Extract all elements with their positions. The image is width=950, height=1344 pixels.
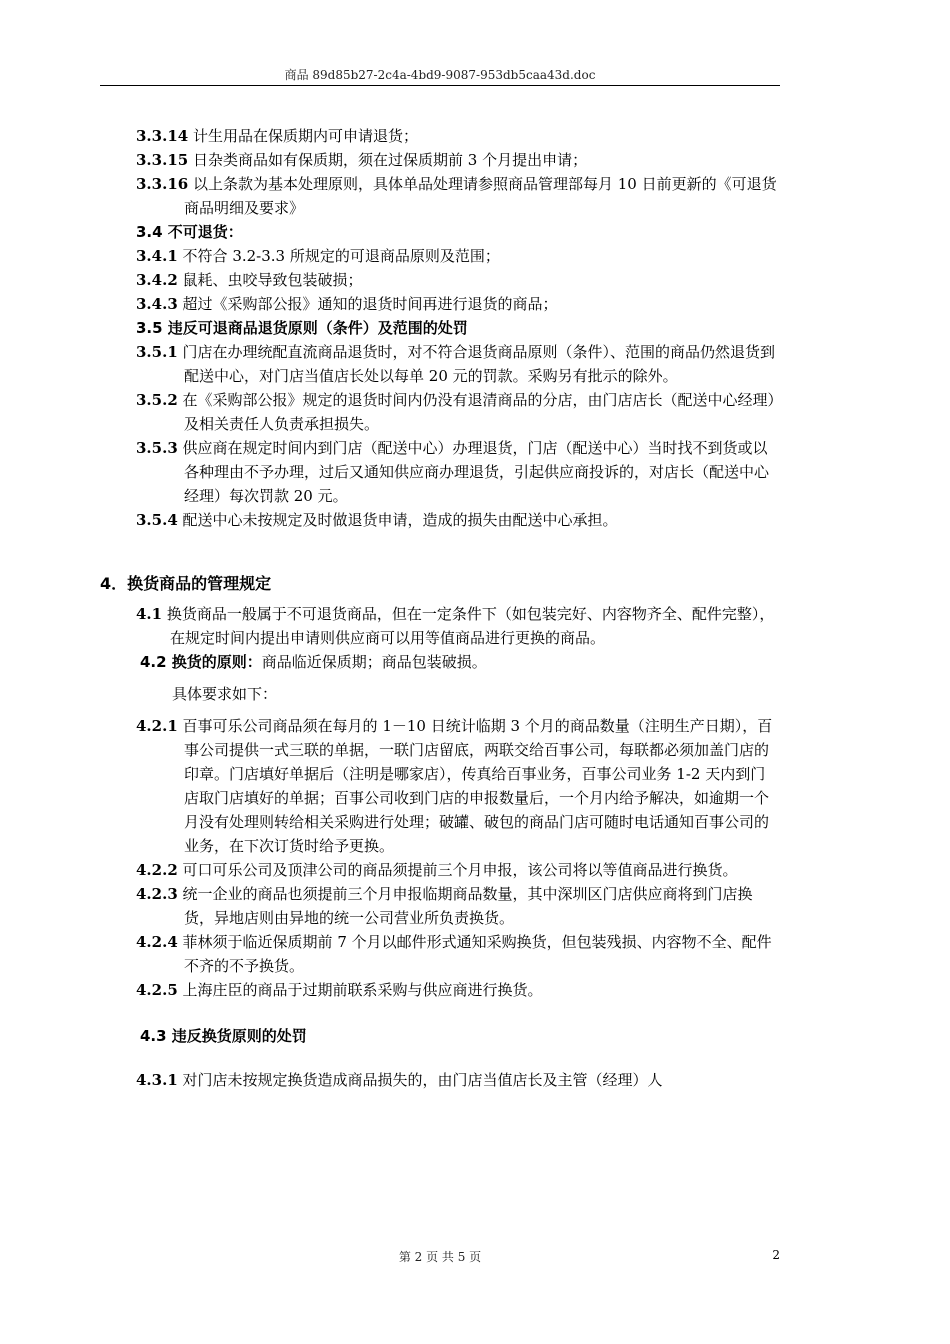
clause-paragraph xyxy=(136,930,780,978)
section-3-items xyxy=(100,124,780,532)
clause-text: 计生用品在保质期内可申请退货； xyxy=(192,127,418,145)
clause-paragraph xyxy=(136,148,780,172)
clause-number: 3.5.3 xyxy=(136,439,178,457)
clause-text: 超过《采购部公报》通知的退货时间再进行退货的商品； xyxy=(182,295,558,313)
heading-4-3: 4.3 违反换货原则的处罚 xyxy=(140,1027,307,1045)
document-header: 商品 89d85b27-2c4a-4bd9-9087-953db5caa43d.doc xyxy=(284,68,596,82)
clause-number: 3.3.15 xyxy=(136,151,189,169)
clause-number: 3.4.2 xyxy=(136,271,178,289)
clause-number: 3.3.14 xyxy=(136,127,189,145)
document-body xyxy=(100,124,780,1092)
clause-label: 4.2 换货的原则： xyxy=(140,653,262,671)
page-number: 2 xyxy=(772,1248,780,1262)
clause-text: 商品临近保质期；商品包装破损。 xyxy=(261,653,487,671)
clause-paragraph xyxy=(136,292,780,316)
paragraph-4-1 xyxy=(136,602,780,650)
section-4-title: 4．换货商品的管理规定 xyxy=(100,574,272,593)
clause-number: 4.2.1 xyxy=(136,717,178,735)
clause-paragraph xyxy=(136,172,780,220)
clause-text: 百事可乐公司商品须在每月的 1－10 日统计临期 3 个月的商品数量（注明生产日期），百事公司提供一式三联的单据，一联门店留底，两联交给百事公司，每联都必须加盖门店的印章。门店填好单据后（注明是哪家店），传真给百事业务，百事公司业务 1-2 天内到门店取门店填好的单据；百事公司收到门店的申报数量后，一个月内给予解决，如逾期一个月没有处理则转给相关采购进行处理；破罐、破包的商品门店可随时电话通知百事公司的业务，在下次订货时给予更换。 xyxy=(182,717,773,855)
clause-paragraph xyxy=(136,244,780,268)
clause-number: 4.2.3 xyxy=(136,885,178,903)
clause-number: 4.2.5 xyxy=(136,981,178,999)
page-footer: 第 2 页 共 5 页 xyxy=(398,1250,482,1264)
section-heading: 3.5 违反可退商品退货原则（条件）及范围的处罚 xyxy=(136,319,468,337)
clause-number: 3.3.16 xyxy=(136,175,189,193)
requirements-intro: 具体要求如下： xyxy=(172,685,278,703)
clause-number: 3.4.3 xyxy=(136,295,178,313)
paragraph-4-2 xyxy=(140,650,780,674)
clause-paragraph xyxy=(136,508,780,532)
clause-text: 以上条款为基本处理原则，具体单品处理请参照商品管理部每月 10 日前更新的《可退货商品明细及要求》 xyxy=(184,175,777,217)
clause-text: 统一企业的商品也须提前三个月申报临期商品数量，其中深圳区门店供应商将到门店换货，异地店则由异地的统一公司营业所负责换货。 xyxy=(182,885,753,927)
clause-paragraph xyxy=(136,340,780,388)
clause-paragraph xyxy=(136,268,780,292)
clause-number: 4.1 xyxy=(136,605,163,623)
section-heading: 3.4 不可退货： xyxy=(136,223,243,241)
clause-number: 4.2.2 xyxy=(136,861,178,879)
clause-text: 上海庄臣的商品于过期前联系采购与供应商进行换货。 xyxy=(182,981,543,999)
clause-text: 供应商在规定时间内到门店（配送中心）办理退货，门店（配送中心）当时找不到货或以各种理由不予办理，过后又通知供应商办理退货，引起供应商投诉的，对店长（配送中心经理）每次罚款 20 元。 xyxy=(182,439,770,505)
clause-text: 日杂类商品如有保质期，须在过保质期前 3 个月提出申请； xyxy=(192,151,588,169)
clause-text: 换货商品一般属于不可退货商品，但在一定条件下（如包装完好、内容物齐全、配件完整），在规定时间内提出申请则供应商可以用等值商品进行更换的商品。 xyxy=(166,605,775,647)
clause-text: 菲林须于临近保质期前 7 个月以邮件形式通知采购换货，但包装残损、内容物不全、配件不齐的不予换货。 xyxy=(182,933,772,975)
clause-text: 门店在办理统配直流商品退货时，对不符合退货商品原则（条件）、范围的商品仍然退货到配送中心，对门店当值店长处以每单 20 元的罚款。采购另有批示的除外。 xyxy=(182,343,776,385)
clause-number: 3.5.4 xyxy=(136,511,178,529)
clause-paragraph xyxy=(136,858,780,882)
clause-number: 4.2.4 xyxy=(136,933,178,951)
clause-text: 在《采购部公报》规定的退货时间内仍没有退清商品的分店，由门店店长（配送中心经理）及相关责任人负责承担损失。 xyxy=(182,391,776,433)
clause-number: 3.5.2 xyxy=(136,391,178,409)
clause-text: 配送中心未按规定及时做退货申请，造成的损失由配送中心承担。 xyxy=(182,511,618,529)
section-4-2-items xyxy=(100,714,780,1002)
clause-paragraph xyxy=(136,388,780,436)
clause-text: 不符合 3.2-3.3 所规定的可退商品原则及范围； xyxy=(182,247,500,265)
clause-number: 3.5.1 xyxy=(136,343,178,361)
clause-paragraph xyxy=(136,882,780,930)
clause-number: 3.4.1 xyxy=(136,247,178,265)
clause-text: 可口可乐公司及顶津公司的商品须提前三个月申报，该公司将以等值商品进行换货。 xyxy=(182,861,738,879)
clause-paragraph xyxy=(136,124,780,148)
paragraph-4-3-1 xyxy=(136,1068,780,1092)
clause-paragraph xyxy=(136,436,780,508)
clause-text: 对门店未按规定换货造成商品损失的，由门店当值店长及主管（经理）人 xyxy=(182,1071,663,1089)
header-divider xyxy=(100,85,780,86)
clause-text: 鼠耗、虫咬导致包装破损； xyxy=(182,271,363,289)
clause-number: 4.3.1 xyxy=(136,1071,178,1089)
clause-paragraph xyxy=(136,714,780,858)
clause-paragraph xyxy=(136,978,780,1002)
